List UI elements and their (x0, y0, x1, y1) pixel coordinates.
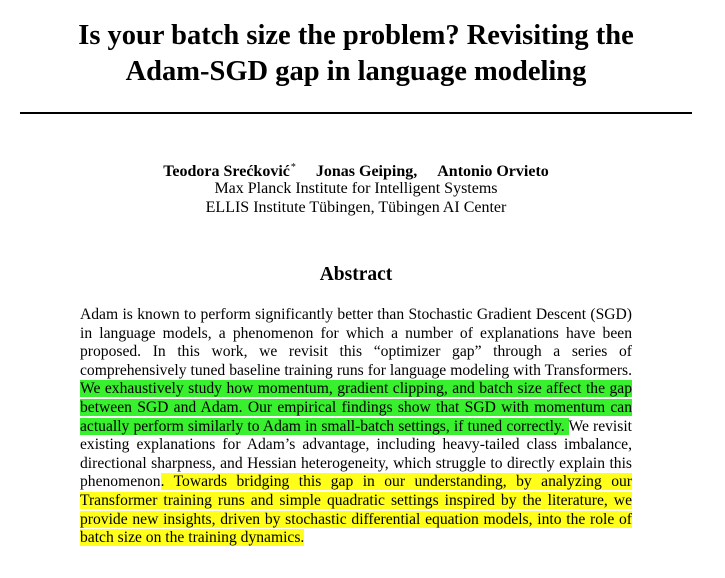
abstract-heading: Abstract (319, 264, 393, 285)
abstract-highlight-green: We exhaustively study how momentum, gradient clipping, and batch size affect the gap between SGD and Adam. Our empirical findings show that SGD with momentum can actually perform similarly to Adam in small-batch settings, if tuned correctly. (80, 380, 632, 435)
paper-title (0, 18, 712, 90)
title-line-1: Is your batch size the problem? Revisiting the (78, 20, 634, 51)
title-line-2: Adam-SGD gap in language modeling (125, 56, 587, 87)
author-1-name: Teodora Srećković (163, 163, 290, 181)
title-rule (20, 112, 692, 114)
abstract-highlight-yellow: . Towards bridging this gap in our understanding, by analyzing our Transformer training runs and simple quadratic settings inspired by the literature, we provide new insights, driven by stochastic differential equation models, into the role of batch size on the training dynamics. (80, 473, 632, 547)
author-3 (437, 163, 549, 180)
author-2 (316, 163, 417, 180)
abstract-text-1: Adam is known to perform significantly better than Stochastic Gradient Descent (SGD) in language models, a phenomenon for which a number of explanations have been proposed. In this work, we revisit this “optimizer gap” through a series of comprehensively tuned baseline training runs for language modeling with Transformers. (80, 306, 632, 379)
abstract-body (80, 306, 632, 548)
affiliation-1: Max Planck Institute for Intelligent Systems (214, 180, 498, 197)
author-2-name: Jonas Geiping, (315, 163, 418, 181)
author-1-footnote-mark: * (290, 162, 296, 173)
author-1 (163, 163, 296, 180)
author-3-name: Antonio Orvieto (437, 163, 549, 181)
abstract-text-2: We revisit existing explanations for Adam’s advantage, including heavy-tailed class imbalance, directional sharpness, and Hessian heterogeneity, which struggle to directly explain this phenomenon (80, 417, 633, 491)
affiliation-2: ELLIS Institute Tübingen, Tübingen AI Center (205, 199, 507, 216)
